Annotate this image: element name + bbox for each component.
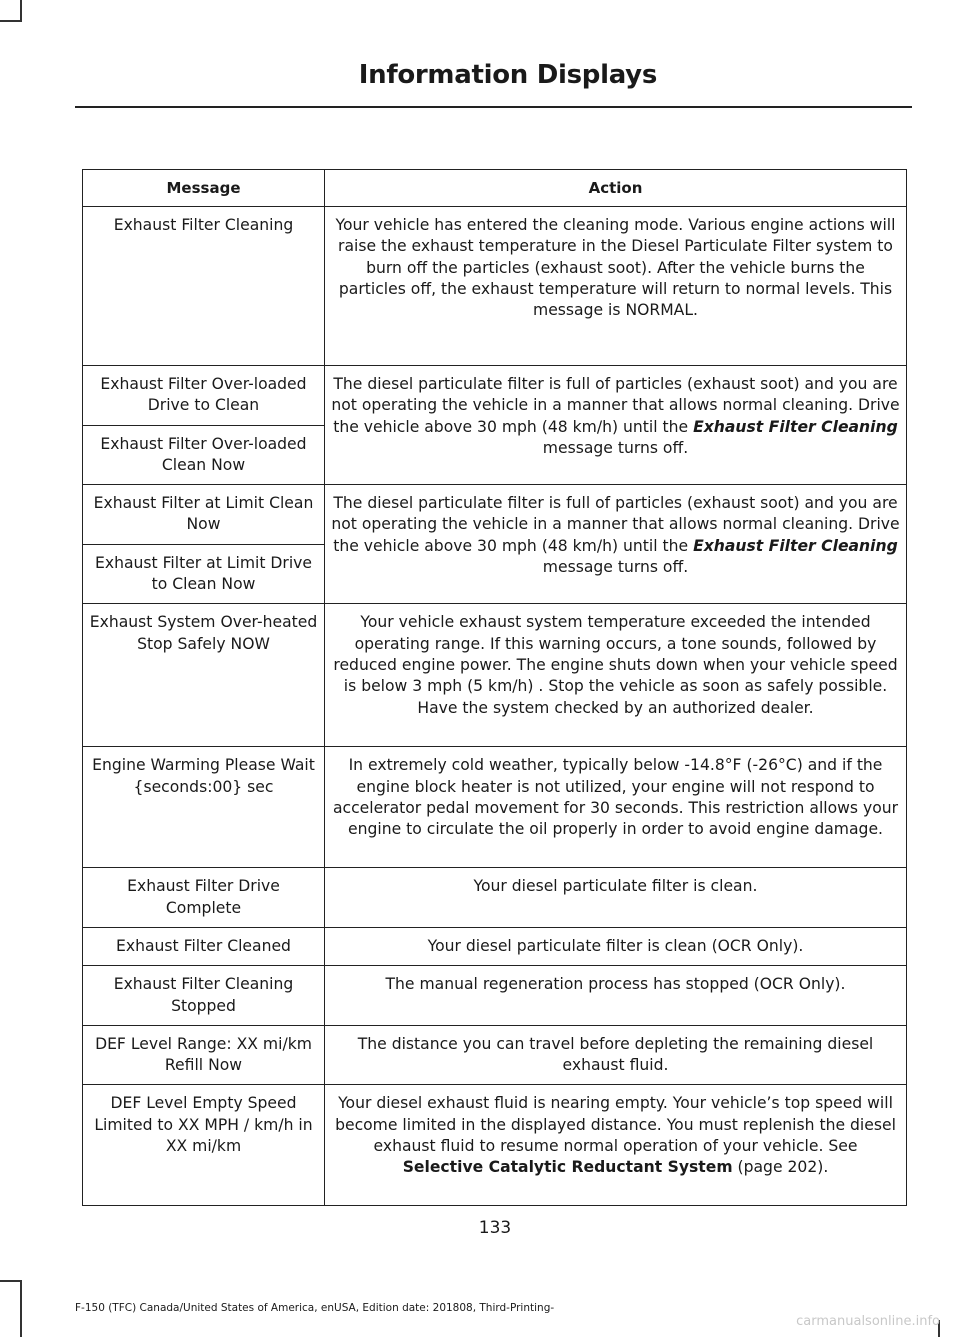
action-text: The diesel particulate filter is full of particles (exhaust soot) and you are not operating the vehicle in a manner that allows normal cleaning. Drive the vehicle above 30 mph (48 km/h) until the bbox=[331, 375, 900, 436]
message-cell: Exhaust Filter Drive Complete bbox=[83, 868, 325, 928]
footer-edition-info: F-150 (TFC) Canada/United States of America, enUSA, Edition date: 201808, Third-Printing- bbox=[75, 1302, 555, 1314]
table-row bbox=[83, 207, 907, 366]
messages-table bbox=[82, 169, 907, 1206]
message-cell: Exhaust Filter Cleaning bbox=[83, 207, 325, 366]
table-row bbox=[83, 868, 907, 928]
action-text: message turns off. bbox=[542, 558, 689, 577]
table-row bbox=[83, 1025, 907, 1085]
message-cell: Exhaust Filter at Limit Drive to Clean Now bbox=[83, 544, 325, 604]
action-text: message turns off. bbox=[542, 438, 689, 457]
action-text: Your diesel exhaust fluid is nearing empty. Your vehicle’s top speed will become limited in the displayed distance. You must replenish the diesel exhaust fluid to resume normal operation of your vehicle. See bbox=[335, 1094, 896, 1156]
table-row bbox=[83, 604, 907, 747]
action-text: (page 202). bbox=[732, 1158, 829, 1177]
table-row bbox=[83, 927, 907, 965]
table-row bbox=[83, 485, 907, 545]
action-cell bbox=[325, 1085, 907, 1206]
action-cell bbox=[325, 366, 907, 485]
action-cell bbox=[325, 485, 907, 604]
action-cell: In extremely cold weather, typically below -14.8°F (-26°C) and if the engine block heater is not utilized, your engine will not respond to accelerator pedal movement for 30 seconds. This restriction allows your engine to circulate the oil properly in order to avoid engine damage. bbox=[325, 747, 907, 868]
column-header-action: Action bbox=[325, 170, 907, 207]
table-row bbox=[83, 366, 907, 426]
message-cell: Exhaust Filter Over-loaded Clean Now bbox=[83, 425, 325, 485]
action-cell: Your vehicle has entered the cleaning mode. Various engine actions will raise the exhaust temperature in the Diesel Particulate Filter system to burn off the particles (exhaust soot). After the vehicle burns the particles off, the exhaust temperature will return to normal levels. This message is NORMAL. bbox=[325, 207, 907, 366]
action-text: The diesel particulate filter is full of particles (exhaust soot) and you are not operating the vehicle in a manner that allows normal cleaning. Drive the vehicle above 30 mph (48 km/h) until the bbox=[331, 494, 900, 555]
table-row bbox=[83, 747, 907, 868]
action-cell: Your vehicle exhaust system temperature exceeded the intended operating range. If this warning occurs, a tone sounds, followed by reduced engine power. The engine shuts down when your vehicle speed is below 3 mph (5 km/h) . Stop the vehicle as soon as safely possible. Have the system checked by an authorized dealer. bbox=[325, 604, 907, 747]
action-cell: The manual regeneration process has stopped (OCR Only). bbox=[325, 966, 907, 1026]
action-cell: Your diesel particulate filter is clean. bbox=[325, 868, 907, 928]
action-cell: Your diesel particulate filter is clean (OCR Only). bbox=[325, 927, 907, 965]
message-cell: DEF Level Empty Speed Limited to XX MPH / km/h in XX mi/km bbox=[83, 1085, 325, 1206]
crop-mark bbox=[0, 20, 22, 22]
message-cell: Exhaust Filter Cleaned bbox=[83, 927, 325, 965]
message-cell: Exhaust Filter Cleaning Stopped bbox=[83, 966, 325, 1026]
crop-mark bbox=[0, 1280, 22, 1282]
message-reference: Exhaust Filter Cleaning bbox=[693, 417, 898, 436]
table-row bbox=[83, 966, 907, 1026]
header-divider bbox=[75, 106, 912, 108]
column-header-message: Message bbox=[83, 170, 325, 207]
cross-reference-link[interactable]: Selective Catalytic Reductant System bbox=[402, 1158, 733, 1177]
page-title: Information Displays bbox=[358, 60, 657, 90]
message-cell: Exhaust Filter Over-loaded Drive to Clean bbox=[83, 366, 325, 426]
page-number: 133 bbox=[478, 1218, 512, 1238]
message-cell: Exhaust Filter at Limit Clean Now bbox=[83, 485, 325, 545]
action-cell: The distance you can travel before depleting the remaining diesel exhaust fluid. bbox=[325, 1025, 907, 1085]
message-reference: Exhaust Filter Cleaning bbox=[693, 536, 898, 555]
watermark: carmanualsonline.info bbox=[796, 1314, 940, 1329]
message-cell: Exhaust System Over-heated Stop Safely NOW bbox=[83, 604, 325, 747]
table-header-row bbox=[83, 170, 907, 207]
crop-mark bbox=[20, 1280, 22, 1337]
message-cell: DEF Level Range: XX mi/km Refill Now bbox=[83, 1025, 325, 1085]
message-cell: Engine Warming Please Wait {seconds:00} sec bbox=[83, 747, 325, 868]
table-row bbox=[83, 1085, 907, 1206]
crop-mark bbox=[20, 0, 22, 22]
